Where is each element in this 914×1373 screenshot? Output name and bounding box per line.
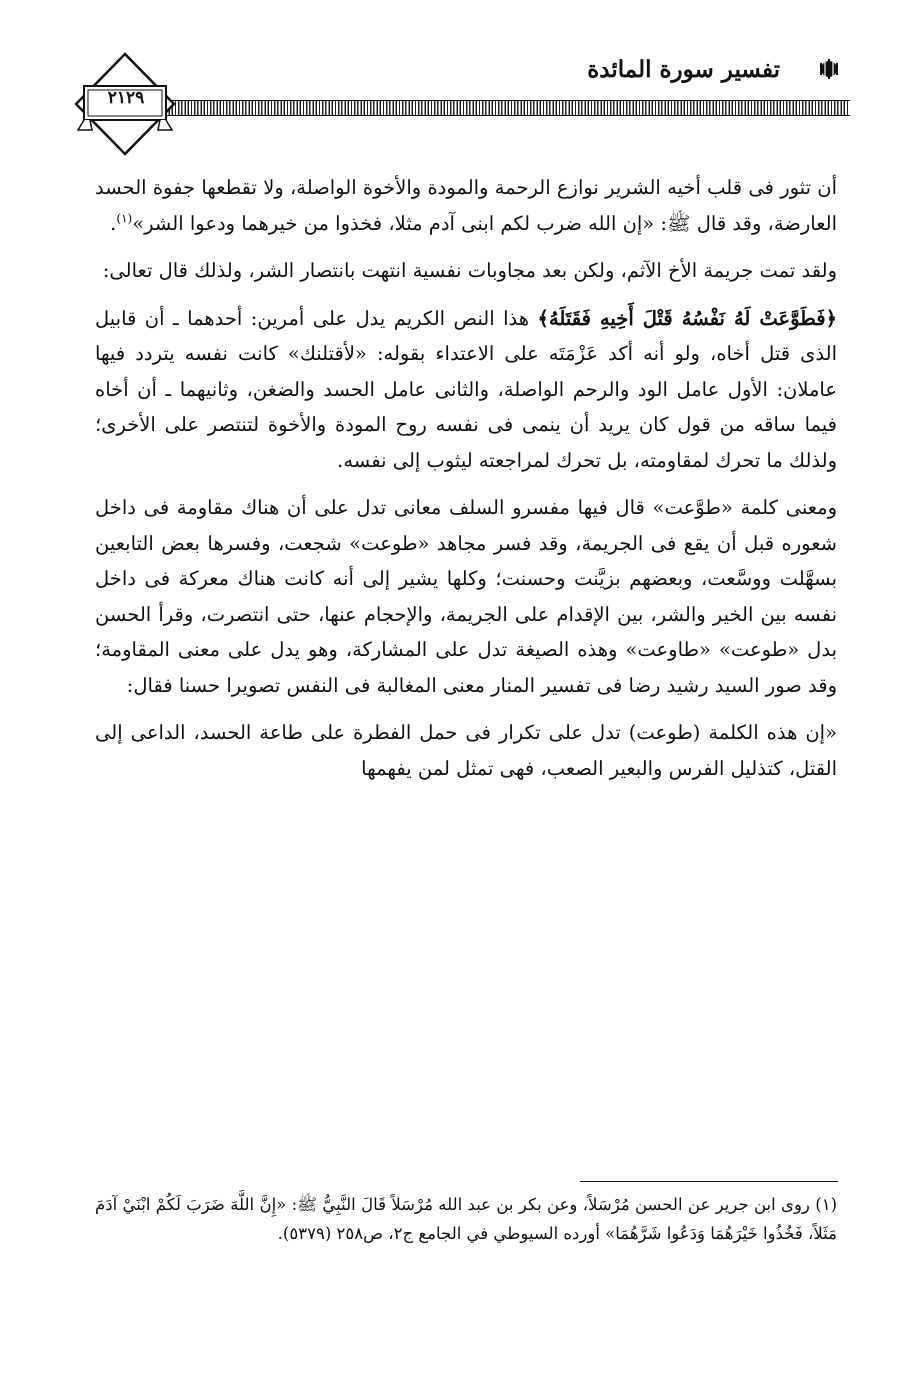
footnote: (١) روى ابن جرير عن الحسن مُرْسَلاً، وعن بكر بن عبد الله مُرْسَلاً قَالَ النَّبِيُّ ﷺ: «إِنَّ اللَّهَ ضَرَبَ لَكُمْ ابْنَيْ آدَمَ مَثَلاً، فَخُذُوا خَيْرَهُمَا وَدَعُوا شَرَّهُمَا» أورده السيوطي في الجامع ج٢، ص٢٥٨ (٥٣٧٩). [95, 1195, 837, 1243]
page-title: تفسير سورة المائدة [587, 56, 780, 83]
paragraph-2: ولقد تمت جريمة الأخ الآثم، ولكن بعد مجاوبات نفسية انتهت بانتصار الشر، ولذلك قال تعالى: [102, 259, 837, 282]
paragraph-3-text: هذا النص الكريم يدل على أمرين: أحدهما ـ أن قابيل الذى قتل أخاه، ولو أنه أكد عَزْمَتَه على الاعتداء بقوله: «لأقتلنك» كانت نفسه يتردد فيها عاملان: الأول عامل الود والرحم الواصلة، والثانى عامل الحسد والضغن، وثانيهما ـ أن أخاه فيما ساقه من قول كان يريد أن ينمى فى نفسه روح المودة والأخوة لتنتصر على الأخرى؛ ولذلك ما تحرك لمقاومته، بل تحرك لمراجعته ليثوب إلى نفسه. [95, 306, 837, 472]
quran-verse: ﴿فَطَوَّعَتْ لَهُ نَفْسُهُ قَتْلَ أَخِيهِ فَقَتَلَهُ﴾ [537, 306, 838, 330]
main-text [95, 170, 837, 798]
footnote-ref: (١) [116, 211, 133, 225]
paragraph-1 [95, 170, 837, 241]
page-number: ٢١٢٩ [107, 88, 145, 108]
header-rule [162, 100, 850, 116]
paragraph-5: «إن هذه الكلمة (طوعت) تدل على تكرار فى حمل الفطرة على طاعة الحسد، الداعى إلى القتل، كتذليل الفرس والبعير الصعب، فهى تمثل لمن يفهمها [95, 721, 837, 780]
page-header [70, 50, 850, 165]
footnote-divider [580, 1181, 838, 1182]
paragraph-4: ومعنى كلمة «طوَّعت» قال فيها مفسرو السلف معانى تدل على أن هناك مقاومة فى داخل شعوره قبل أن يقع فى الجريمة، وقد فسر مجاهد «طوعت» شجعت، وفسرها بعض التابعين بسهَّلت ووسَّعت، وبعضهم بزيَّنت وحسنت؛ وكلها يشير إلى أنه كانت هناك معركة فى داخل نفسه بين الخير والشر، بين الإقدام على الجريمة، والإحجام عنها، حتى انتصرت، وقرأ الحسن بدل «طوعت» «طاوعت» وهذه الصيغة تدل على المشاركة، وهو يدل على معنى المقاومة؛ وقد صور السيد رشيد رضا فى تفسير المنار معنى المغالبة فى النفس تصويرا حسنا فقال: [95, 496, 837, 697]
paragraph-1-end: . [110, 211, 117, 235]
paragraph-1-text: أن تثور فى قلب أخيه الشرير نوازع الرحمة والمودة والأخوة الواصلة، ولا تقطعها جفوة الحسد العارضة، وقد قال ﷺ: «إن الله ضرب لكم ابنى آدم مثلا، فخذوا من خيرهما ودعوا الشر» [95, 176, 837, 235]
bullet-icon [818, 58, 840, 84]
paragraph-3 [95, 301, 837, 479]
